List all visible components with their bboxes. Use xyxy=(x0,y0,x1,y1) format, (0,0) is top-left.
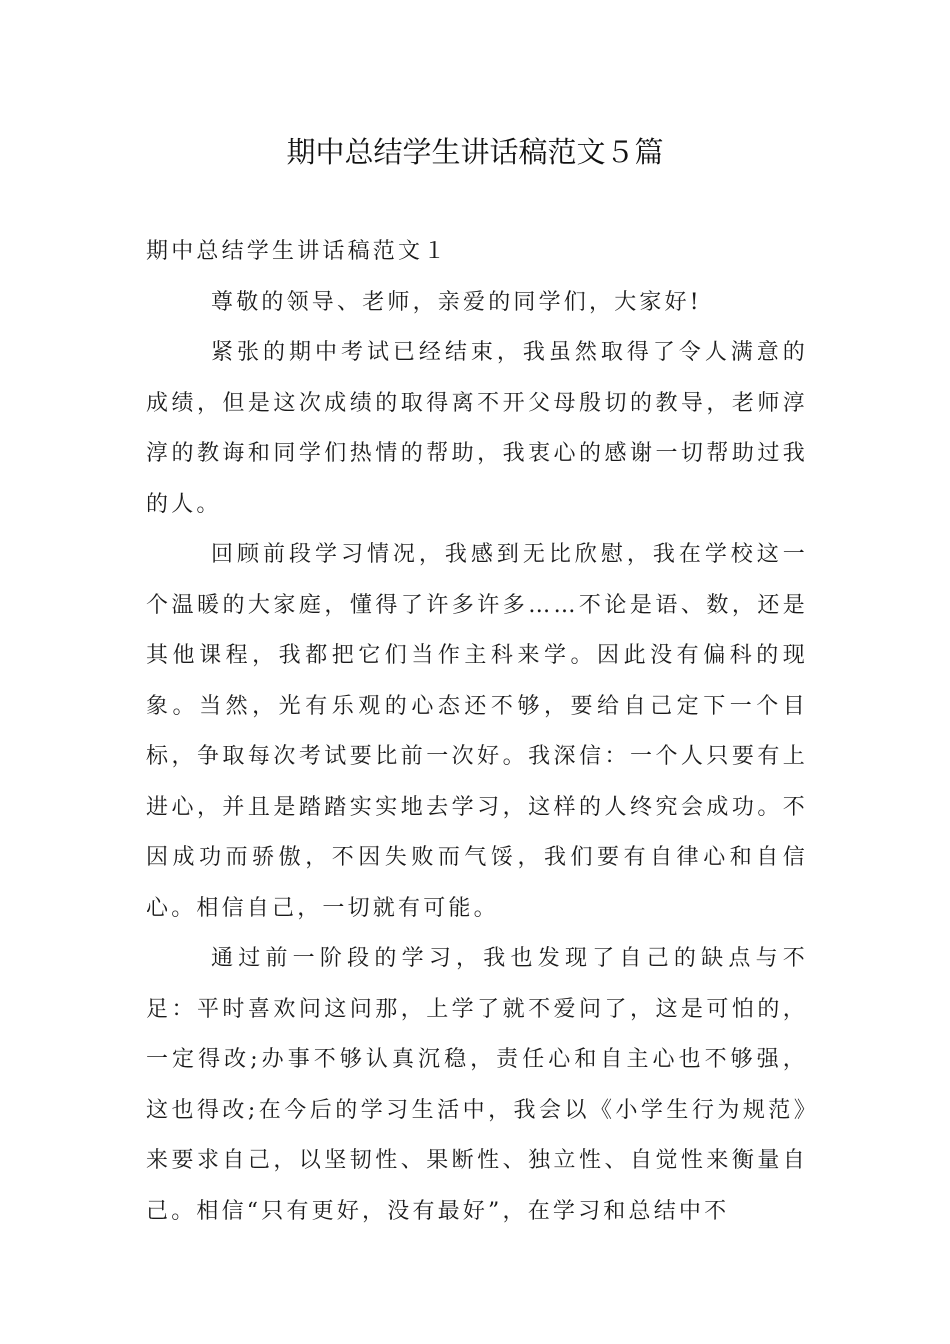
document-body xyxy=(146,227,808,1237)
paragraph-review: 回顾前段学习情况，我感到无比欣慰，我在学校这一个温暖的大家庭，懂得了许多许多……不论是语、数，还是其他课程，我都把它们当作主科来学。因此没有偏科的现象。当然，光有乐观的心态还不够，要给自己定下一个目标，争取每次考试要比前一次好。我深信：一个人只要有上进心，并且是踏踏实实地去学习，这样的人终究会成功。不因成功而骄傲，不因失败而气馁，我们要有自律心和自信心。相信自己，一切就有可能。 xyxy=(146,542,808,921)
paragraph-exam-result: 紧张的期中考试已经结束，我虽然取得了令人满意的成绩，但是这次成绩的取得离不开父母殷切的教导，老师淳淳的教诲和同学们热情的帮助，我衷心的感谢一切帮助过我的人。 xyxy=(146,340,808,517)
section-heading: 期中总结学生讲话稿范文１ xyxy=(146,239,449,264)
document-title: 期中总结学生讲话稿范文５篇 xyxy=(286,135,664,169)
paragraph-shortcomings: 通过前一阶段的学习，我也发现了自己的缺点与不足：平时喜欢问这问那，上学了就不爱问了，这是可怕的，一定得改;办事不够认真沉稳，责任心和自主心也不够强，这也得改;在今后的学习生活中，我会以《小学生行为规范》来要求自己，以坚韧性、果断性、独立性、自觉性来衡量自己。相信“只有更好，没有最好”，在学习和总结中不 xyxy=(146,946,808,1224)
paragraph-greeting: 尊敬的领导、老师，亲爱的同学们，大家好! xyxy=(211,289,702,315)
